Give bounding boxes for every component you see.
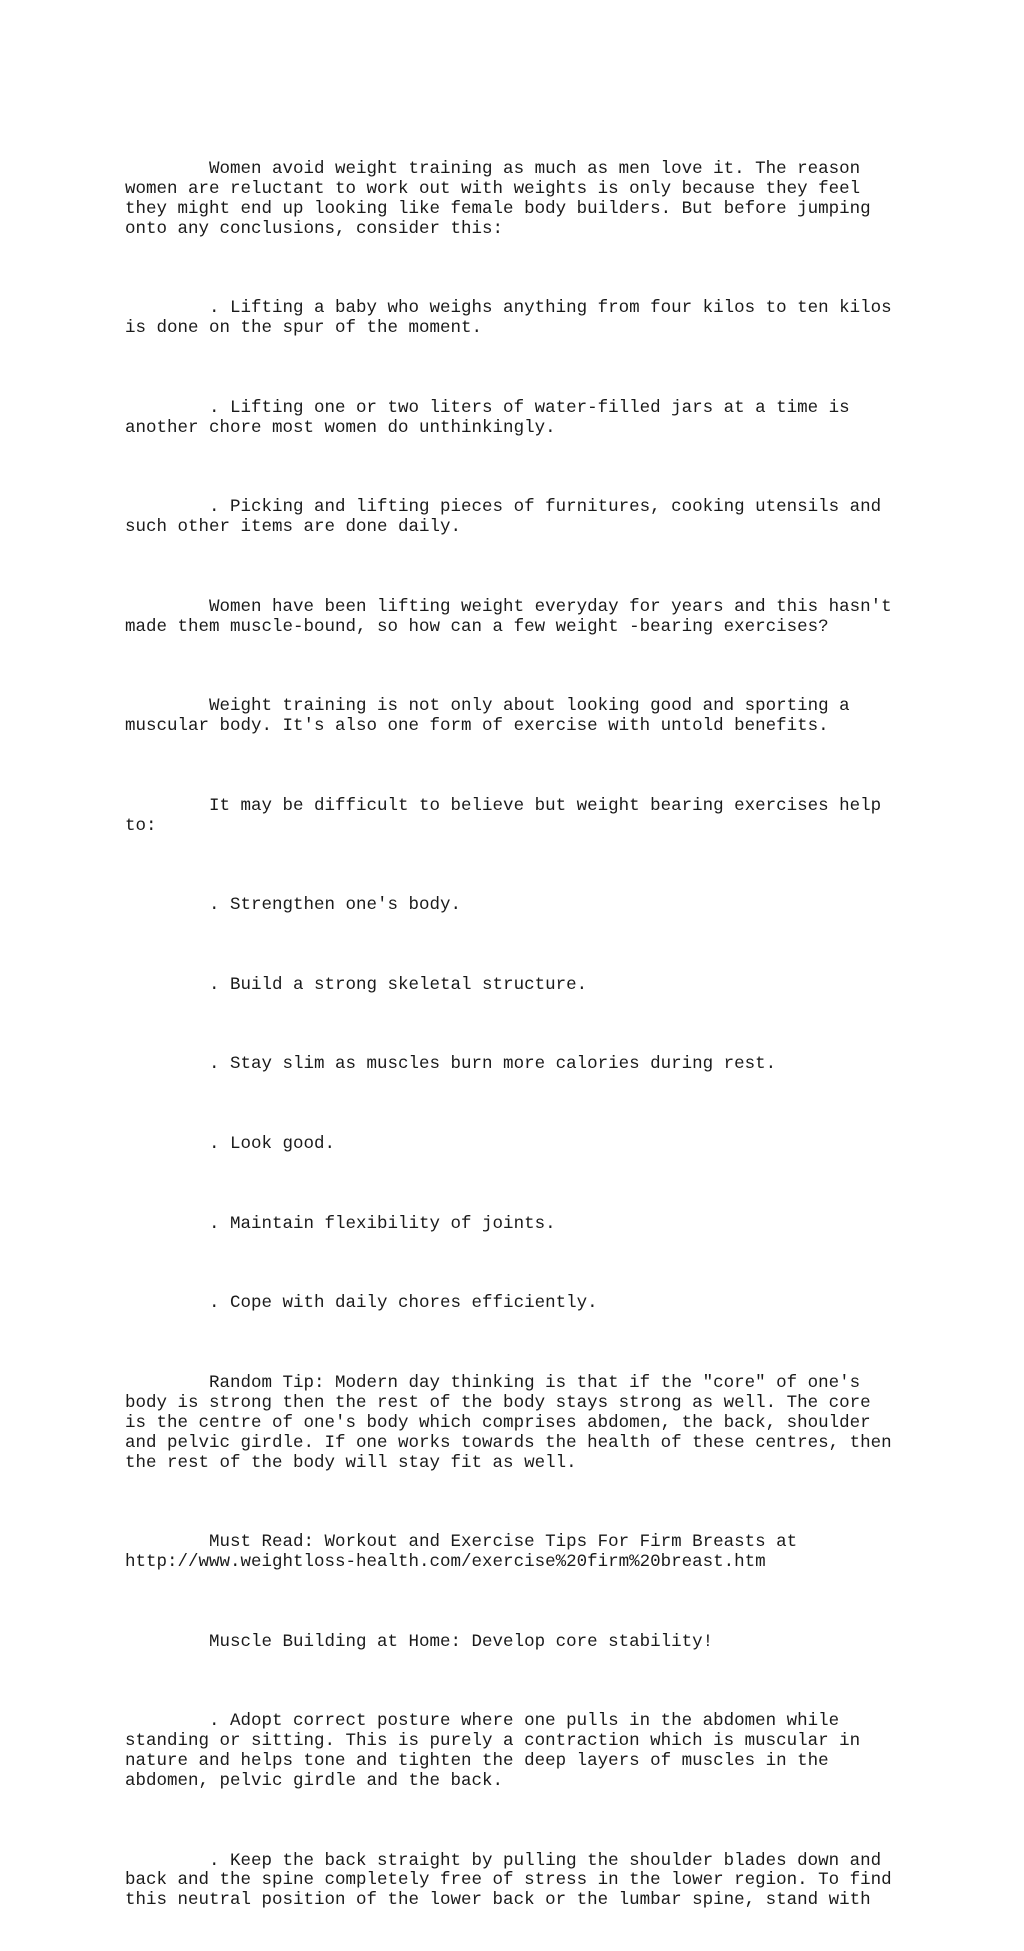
bullet-keep-back-straight: . Keep the back straight by pulling the shoulder blades down and back and the spine completely free of stress in the lower region. To find this neutral position of the lower back or the lumbar spine, stand with <box>125 1850 892 1911</box>
bullet-look-good: . Look good. <box>125 1134 336 1155</box>
bullet-lifting-water-jars: . Lifting one or two liters of water-filled jars at a time is another chore most women do unthinkingly. <box>125 397 850 438</box>
bullet-stay-slim: . Stay slim as muscles burn more calories during rest. <box>125 1054 777 1075</box>
paragraph-must-read: Must Read: Workout and Exercise Tips For Firm Breasts at http://www.weightloss-health.com/exercise%20firm%20breast.htm <box>125 1532 798 1573</box>
bullet-lifting-furniture: . Picking and lifting pieces of furnitures, cooking utensils and such other items are done daily. <box>125 497 882 538</box>
bullet-correct-posture: . Adopt correct posture where one pulls in the abdomen while standing or sitting. This is purely a contraction which is muscular in nature and helps tone and tighten the deep layers of muscles in the abdomen, pelvic girdle and the back. <box>125 1711 861 1791</box>
paragraph-weight-training-benefits: Weight training is not only about looking good and sporting a muscular body. It's also one form of exercise with untold benefits. <box>125 696 850 737</box>
paragraph-random-tip: Random Tip: Modern day thinking is that if the "core" of one's body is strong then the rest of the body stays strong as well. The core is the centre of one's body which comprises abdomen, the back, shoulder and pelvic girdle. If one works towards the health of these centres, then the rest of the body will stay fit as well. <box>125 1372 892 1473</box>
paragraph-lifting-everyday: Women have been lifting weight everyday for years and this hasn't made them muscle-bound, so how can a few weight -bearing exercises? <box>125 596 892 637</box>
bullet-strengthen: . Strengthen one's body. <box>125 895 462 916</box>
bullet-skeletal-structure: . Build a strong skeletal structure. <box>125 974 588 995</box>
paragraph-help-to: It may be difficult to believe but weight bearing exercises help to: <box>125 795 882 836</box>
document-body <box>125 120 915 1951</box>
paragraph-intro: Women avoid weight training as much as men love it. The reason women are reluctant to work out with weights is only because they feel they might end up looking like female body builders. But before jumping onto any conclusions, consider this: <box>125 158 871 239</box>
heading-muscle-building: Muscle Building at Home: Develop core stability! <box>125 1631 714 1652</box>
bullet-flexibility: . Maintain flexibility of joints. <box>125 1213 556 1234</box>
bullet-daily-chores: . Cope with daily chores efficiently. <box>125 1293 598 1314</box>
bullet-lifting-baby: . Lifting a baby who weighs anything from four kilos to ten kilos is done on the spur of the moment. <box>125 298 892 339</box>
